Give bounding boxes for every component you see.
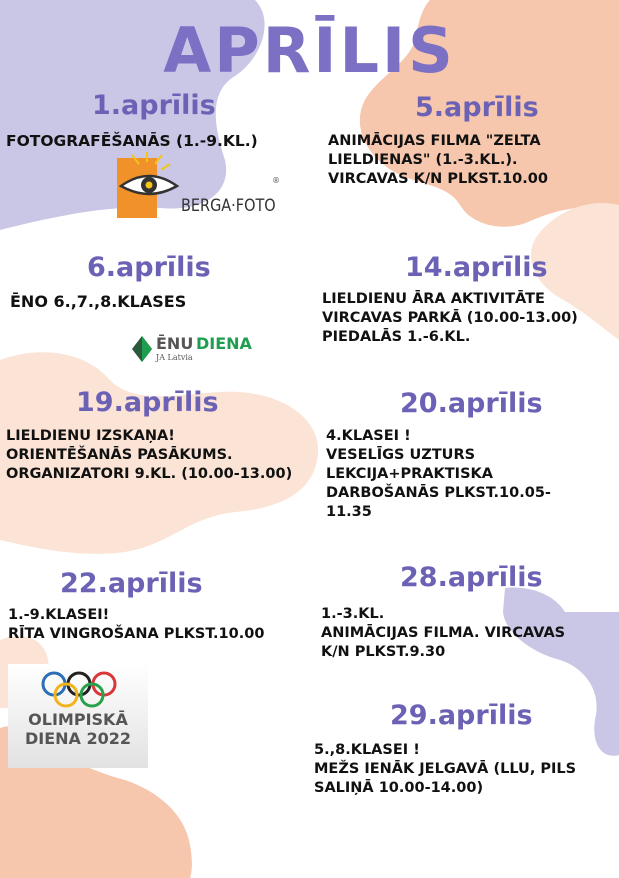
olympic-day-logo	[8, 664, 148, 768]
event-date-28: 28.aprīlis	[400, 562, 543, 593]
event-text-6: ĒNO 6.,7.,8.KLASES	[10, 292, 187, 311]
event-text-29: 5.,8.KLASEI ! MEŽS IENĀK JELGAVĀ (LLU, PILS SALIŅĀ 10.00-14.00)	[314, 742, 577, 796]
event-date-14: 14.aprīlis	[405, 252, 548, 283]
event-date-6: 6.aprīlis	[87, 252, 211, 283]
page-title: APRĪLIS	[163, 14, 456, 87]
berga-foto-logo	[117, 152, 287, 220]
enu-sub: JA Latvia	[156, 353, 193, 362]
event-date-1: 1.aprīlis	[92, 90, 216, 121]
enu-brand: ĒNU	[156, 334, 194, 353]
event-text-1: FOTOGRAFĒŠANĀS (1.-9.KL.)	[6, 132, 258, 150]
event-date-29: 29.aprīlis	[390, 700, 533, 731]
event-text-19: LIELDIENU IZSKAŅA! ORIENTĒŠANĀS PASĀKUMS. ORGANIZATORI 9.KL. (10.00-13.00)	[6, 428, 293, 482]
event-text-28: 1.-3.KL. ANIMĀCIJAS FILMA. VIRCAVAS K/N PLKST.9.30	[321, 606, 566, 660]
registered-mark: ®	[272, 176, 280, 185]
diamond-icon	[132, 336, 152, 362]
event-text-22: 1.-9.KLASEI! RĪTA VINGROŠANA PLKST.10.00	[8, 607, 265, 642]
berga-foto-name: BERGA·FOTO	[181, 196, 276, 216]
event-text-14: LIELDIENU ĀRA AKTIVITĀTE VIRCAVAS PARKĀ (10.00-13.00) PIEDALĀS 1.-6.KL.	[322, 291, 578, 345]
event-date-20: 20.aprīlis	[400, 388, 543, 419]
enu-diena-logo	[132, 334, 257, 364]
event-date-22: 22.aprīlis	[60, 568, 203, 599]
olympic-line-1: OLIMPISKĀ	[28, 710, 128, 729]
event-text-20: 4.KLASEI ! VESELĪGS UZTURS LEKCIJA+PRAKTISKA DARBOŠANĀS PLKST.10.05- 11.35	[326, 428, 551, 520]
event-date-19: 19.aprīlis	[76, 387, 219, 418]
event-date-5: 5.aprīlis	[415, 92, 539, 123]
enu-word: DIENA	[196, 334, 252, 353]
event-text-5: ANIMĀCIJAS FILMA "ZELTA LIELDIENAS" (1.-3.KL.). VIRCAVAS K/N PLKST.10.00	[328, 133, 548, 187]
olympic-line-2: DIENA 2022	[24, 729, 132, 748]
